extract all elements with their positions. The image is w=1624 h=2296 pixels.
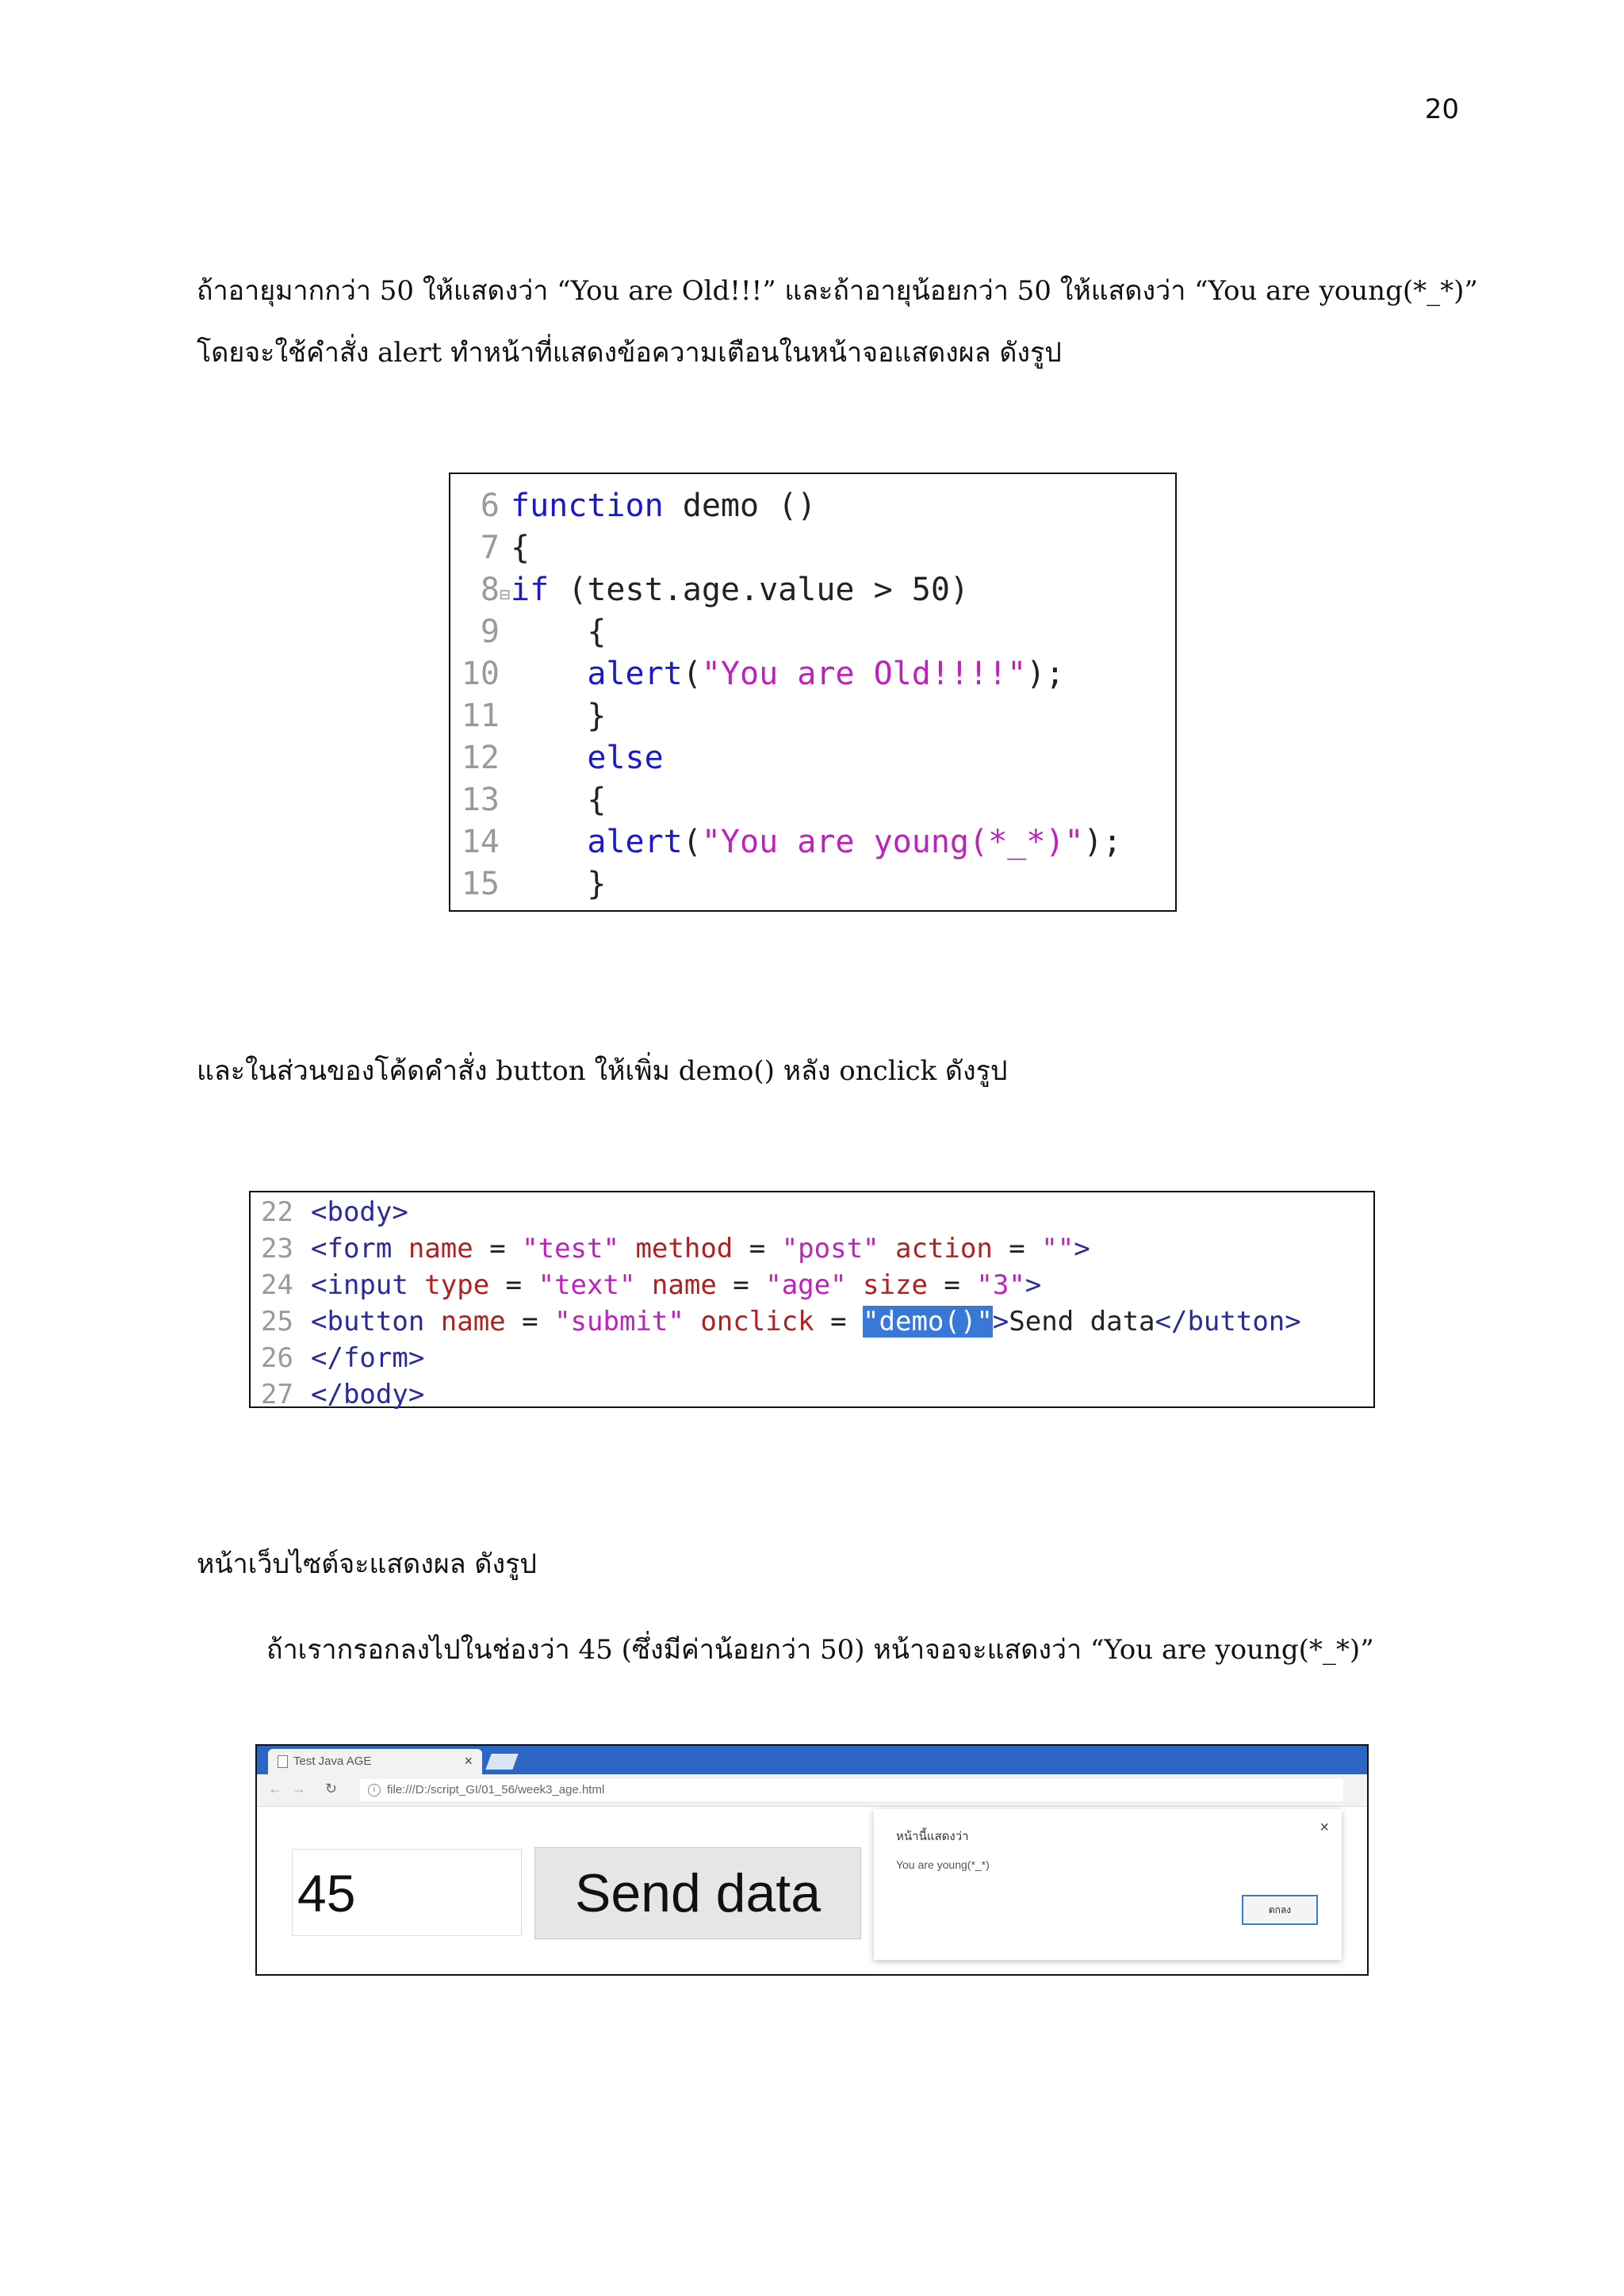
code-token: ( xyxy=(682,656,702,692)
code-token: method xyxy=(619,1233,733,1265)
code-line xyxy=(450,653,1064,695)
code-token: onclick xyxy=(684,1306,814,1337)
code-token: "text" xyxy=(538,1269,636,1301)
browser-tab-title: Test Java AGE xyxy=(293,1755,372,1768)
code-token: "submit" xyxy=(554,1306,684,1337)
code-token: demo () xyxy=(663,488,817,524)
line-number: 23 xyxy=(261,1233,293,1265)
code-token: = xyxy=(927,1269,977,1301)
code-token: </button> xyxy=(1155,1306,1301,1337)
code-token: { xyxy=(511,782,607,818)
paragraph-1-line-2: โดยจะใช้คำสั่ง alert ทำหน้าที่แสดงข้อความเตือนในหน้าจอแสดงผล ดังรูป xyxy=(197,337,1062,369)
line-number: 25 xyxy=(261,1306,293,1337)
browser-screenshot xyxy=(255,1744,1369,1976)
code-token: function xyxy=(511,488,664,524)
line-number: 22 xyxy=(261,1196,293,1228)
code-token: name xyxy=(392,1233,473,1265)
new-tab-button[interactable] xyxy=(485,1754,518,1770)
code-token: "3" xyxy=(976,1269,1025,1301)
code-token: type xyxy=(408,1269,490,1301)
browser-tab-bar xyxy=(257,1746,1367,1774)
code-figure-html-form xyxy=(249,1191,1375,1408)
code-line xyxy=(251,1230,1090,1267)
code-token: = xyxy=(505,1306,555,1337)
line-number: 6 xyxy=(480,488,500,524)
back-arrow-icon[interactable]: ← xyxy=(268,1781,282,1797)
code-token: "age" xyxy=(765,1269,847,1301)
code-line xyxy=(251,1194,408,1230)
line-number: 24 xyxy=(261,1269,293,1301)
code-token: } xyxy=(511,698,607,734)
code-token: ); xyxy=(1083,824,1122,860)
line-number: 7 xyxy=(480,530,500,566)
line-number: 26 xyxy=(261,1342,293,1374)
code-token: = xyxy=(716,1269,766,1301)
info-icon[interactable]: i xyxy=(368,1784,381,1797)
line-number: 11 xyxy=(461,698,500,734)
fold-marker: ⊟ xyxy=(500,585,511,605)
code-token: <button xyxy=(311,1306,425,1337)
code-token: = xyxy=(489,1269,538,1301)
code-token: <body> xyxy=(311,1196,408,1228)
code-line xyxy=(450,611,606,653)
paragraph-1-line-1: ถ้าอายุมากกว่า 50 ให้แสดงว่า “You are Old!!!” และถ้าอายุน้อยกว่า 50 ให้แสดงว่า “You are young(*_*)” xyxy=(197,275,1478,307)
code-token: ( xyxy=(682,824,702,860)
code-line xyxy=(251,1303,1301,1340)
url-text: file:///D:/script_GI/01_56/week3_age.html xyxy=(387,1783,605,1797)
alert-message: You are young(*_*) xyxy=(896,1858,990,1871)
forward-arrow-icon[interactable]: → xyxy=(292,1781,306,1797)
line-number: 12 xyxy=(461,740,500,776)
send-data-button[interactable]: Send data xyxy=(534,1847,861,1939)
code-token: } xyxy=(511,866,607,902)
code-token: size xyxy=(846,1269,928,1301)
page-number: 20 xyxy=(1424,94,1459,125)
code-token: "You are Old!!!!" xyxy=(701,656,1027,692)
line-number: 15 xyxy=(461,866,500,902)
code-token: { xyxy=(511,530,530,566)
address-bar xyxy=(257,1774,1367,1807)
code-token: </form> xyxy=(311,1342,425,1374)
code-token: "" xyxy=(1041,1233,1074,1265)
line-number: 10 xyxy=(461,656,500,692)
line-number: 13 xyxy=(461,782,500,818)
code-token: name xyxy=(424,1306,506,1337)
code-token: "test" xyxy=(522,1233,619,1265)
line-number: 9 xyxy=(480,614,500,650)
code-token: (test.age.value > 50) xyxy=(549,572,969,608)
code-figure-demo-function xyxy=(449,473,1177,912)
code-line xyxy=(450,569,969,616)
line-number: 8 xyxy=(480,572,500,608)
code-line xyxy=(251,1340,424,1376)
alert-title: หน้านี้แสดงว่า xyxy=(896,1830,969,1843)
paragraph-2: และในส่วนของโค้ดคำสั่ง button ให้เพิ่ม demo() หลัง onclick ดังรูป xyxy=(197,1055,1008,1087)
code-token: > xyxy=(1074,1233,1090,1265)
close-tab-icon[interactable]: × xyxy=(464,1753,473,1769)
code-line xyxy=(251,1267,1041,1303)
code-token: if xyxy=(511,572,550,608)
code-line xyxy=(251,1376,424,1413)
code-token: "demo()" xyxy=(863,1306,993,1337)
code-token: alert xyxy=(511,656,683,692)
close-icon[interactable]: × xyxy=(1320,1819,1329,1836)
url-field[interactable] xyxy=(360,1779,1343,1801)
code-token: alert xyxy=(511,824,683,860)
code-token: { xyxy=(511,614,607,650)
browser-tab[interactable] xyxy=(268,1749,482,1774)
code-token: = xyxy=(473,1233,523,1265)
code-token: > xyxy=(1025,1269,1042,1301)
line-number: 14 xyxy=(461,824,500,860)
ok-button[interactable]: ตกลง xyxy=(1242,1895,1318,1925)
code-token: ); xyxy=(1026,656,1065,692)
code-token: Send data xyxy=(1009,1306,1155,1337)
reload-icon[interactable]: ↻ xyxy=(325,1781,338,1797)
code-token: <form xyxy=(311,1233,393,1265)
paragraph-4: ถ้าเรากรอกลงไปในช่องว่า 45 (ซึ่งมีค่าน้อยกว่า 50) หน้าจอจะแสดงว่า “You are young(*_*)” xyxy=(266,1634,1374,1666)
code-token: = xyxy=(814,1306,864,1337)
code-line xyxy=(450,863,606,905)
document-icon xyxy=(278,1755,288,1768)
code-line xyxy=(450,485,816,527)
code-token: "You are young(*_*)" xyxy=(701,824,1084,860)
code-token: name xyxy=(635,1269,717,1301)
alert-dialog xyxy=(874,1809,1342,1960)
code-token: action xyxy=(879,1233,993,1265)
code-token: "post" xyxy=(781,1233,879,1265)
code-token: = xyxy=(733,1233,782,1265)
code-token: <input xyxy=(311,1269,408,1301)
paragraph-3: หน้าเว็บไซต์จะแสดงผล ดังรูป xyxy=(197,1548,537,1580)
code-token: else xyxy=(511,740,664,776)
code-line xyxy=(450,527,530,569)
code-token: > xyxy=(992,1306,1009,1337)
code-line xyxy=(450,737,664,779)
code-token: = xyxy=(992,1233,1042,1265)
code-line xyxy=(450,695,606,737)
code-token: </body> xyxy=(311,1379,425,1410)
age-input[interactable]: 45 xyxy=(292,1849,522,1936)
code-line xyxy=(450,779,606,821)
line-number: 27 xyxy=(261,1379,293,1410)
code-line xyxy=(450,821,1122,863)
